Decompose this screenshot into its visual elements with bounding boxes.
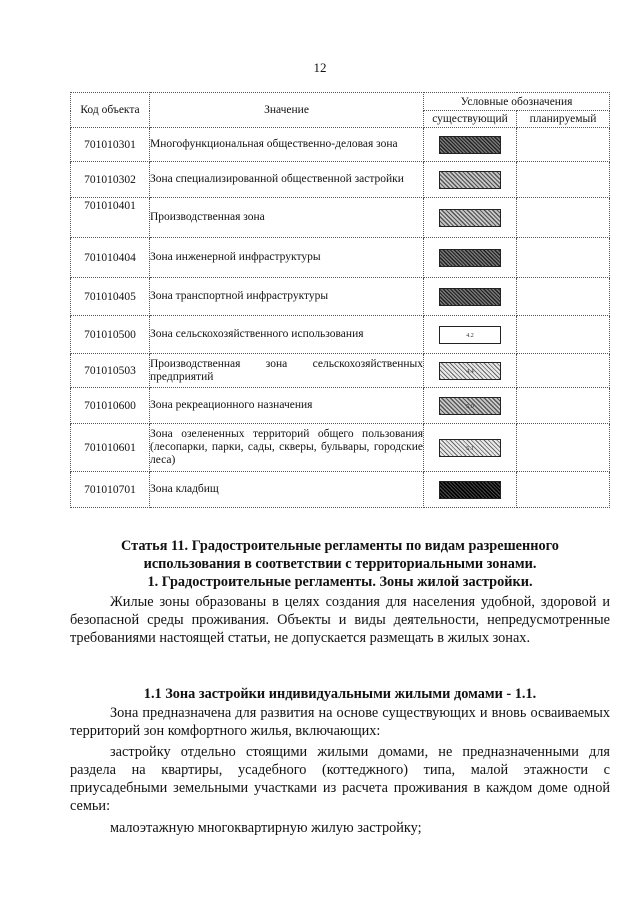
zone-meaning: Многофункциональная общественно-деловая зона (150, 128, 424, 162)
zone-meaning: Производственная зона (150, 198, 424, 238)
existing-symbol-cell (424, 316, 517, 354)
zone-symbol-swatch (439, 249, 501, 267)
article-subtitle: 1. Градостроительные регламенты. Зоны жилой застройки. (147, 574, 533, 590)
table-row (71, 388, 610, 424)
article-title (70, 537, 610, 591)
zone-meaning: Зона озелененных территорий общего пользования (лесопарки, парки, сады, скверы, бульвары, городские леса) (150, 424, 424, 472)
section-title: 1.1 Зона застройки индивидуальными жилыми домами - 1.1. (143, 686, 537, 702)
zone-code: 701010401 (71, 198, 150, 238)
existing-symbol-cell (424, 354, 517, 388)
existing-symbol-cell (424, 472, 517, 508)
article-title-line-1: Статья 11. Градостроительные регламенты по видам разрешенного (121, 538, 559, 554)
table-row (71, 162, 610, 198)
existing-symbol-cell (424, 198, 517, 238)
existing-symbol-cell (424, 238, 517, 278)
zone-meaning: Зона кладбищ (150, 472, 424, 508)
table-row (71, 198, 610, 238)
zone-symbol-swatch: 4.2 (439, 326, 501, 344)
paragraph-low-rise-housing: малоэтажную многоквартирную жилую застройку; (110, 820, 422, 836)
table-row (71, 354, 610, 388)
paragraph-residential-zones: Жилые зоны образованы в целях создания для населения удобной, здоровой и безопасной среды проживания. Объекты и виды деятельности, непредусмотренные требованиями настоящей статьи, не допускается размещать в жилых зонах. (70, 594, 610, 646)
planned-symbol-cell (517, 162, 610, 198)
table-row (71, 424, 610, 472)
zone-code: 701010405 (71, 278, 150, 316)
planned-symbol-cell (517, 472, 610, 508)
header-existing: существующий (424, 111, 517, 128)
header-planned: планируемый (517, 111, 610, 128)
header-meaning: Значение (150, 93, 424, 128)
zone-symbol-swatch: 5.0 (439, 397, 501, 415)
table-row (71, 472, 610, 508)
paragraph-zone-purpose: Зона предназначена для развития на основе существующих и вновь осваиваемых территорий зон комфортного жилья, включающих: (70, 705, 610, 739)
zone-symbol-swatch: 5.1 (439, 439, 501, 457)
zones-table (70, 92, 610, 508)
zone-symbol-swatch (439, 171, 501, 189)
header-legend: Условные обозначения (424, 93, 610, 111)
zone-symbol-swatch: 4.4 (439, 362, 501, 380)
paragraph-individual-housing: застройку отдельно стоящими жилыми домами, не предназначенными для раздела на квартиры, усадебного (коттеджного) типа, малой этажности с приусадебными земельными участками из расчета проживания в каждом доме одной семьи: (70, 744, 610, 814)
zone-meaning: Зона инженерной инфраструктуры (150, 238, 424, 278)
table-row (71, 316, 610, 354)
existing-symbol-cell (424, 424, 517, 472)
planned-symbol-cell (517, 424, 610, 472)
zone-meaning: Зона транспортной инфраструктуры (150, 278, 424, 316)
zone-code: 701010701 (71, 472, 150, 508)
table-row (71, 128, 610, 162)
zone-symbol-swatch (439, 209, 501, 227)
planned-symbol-cell (517, 316, 610, 354)
table-row (71, 278, 610, 316)
zone-code: 701010302 (71, 162, 150, 198)
existing-symbol-cell (424, 162, 517, 198)
planned-symbol-cell (517, 278, 610, 316)
planned-symbol-cell (517, 198, 610, 238)
zone-meaning: Зона рекреационного назначения (150, 388, 424, 424)
zone-meaning: Зона сельскохозяйственного использования (150, 316, 424, 354)
zone-code: 701010503 (71, 354, 150, 388)
zone-code: 701010500 (71, 316, 150, 354)
zone-symbol-swatch (439, 481, 501, 499)
existing-symbol-cell (424, 388, 517, 424)
zone-code: 701010600 (71, 388, 150, 424)
zone-meaning: Производственная зона сельскохозяйственных предприятий (150, 354, 424, 388)
planned-symbol-cell (517, 128, 610, 162)
zone-meaning: Зона специализированной общественной застройки (150, 162, 424, 198)
table-row (71, 238, 610, 278)
planned-symbol-cell (517, 238, 610, 278)
existing-symbol-cell (424, 278, 517, 316)
planned-symbol-cell (517, 388, 610, 424)
existing-symbol-cell (424, 128, 517, 162)
zone-symbol-swatch (439, 136, 501, 154)
zone-code: 701010404 (71, 238, 150, 278)
page-number: 12 (313, 60, 327, 75)
header-code: Код объекта (71, 93, 150, 128)
zone-code: 701010301 (71, 128, 150, 162)
planned-symbol-cell (517, 354, 610, 388)
zone-code: 701010601 (71, 424, 150, 472)
article-title-line-2: использования в соответствии с территориальными зонами. (143, 556, 537, 572)
zone-symbol-swatch (439, 288, 501, 306)
